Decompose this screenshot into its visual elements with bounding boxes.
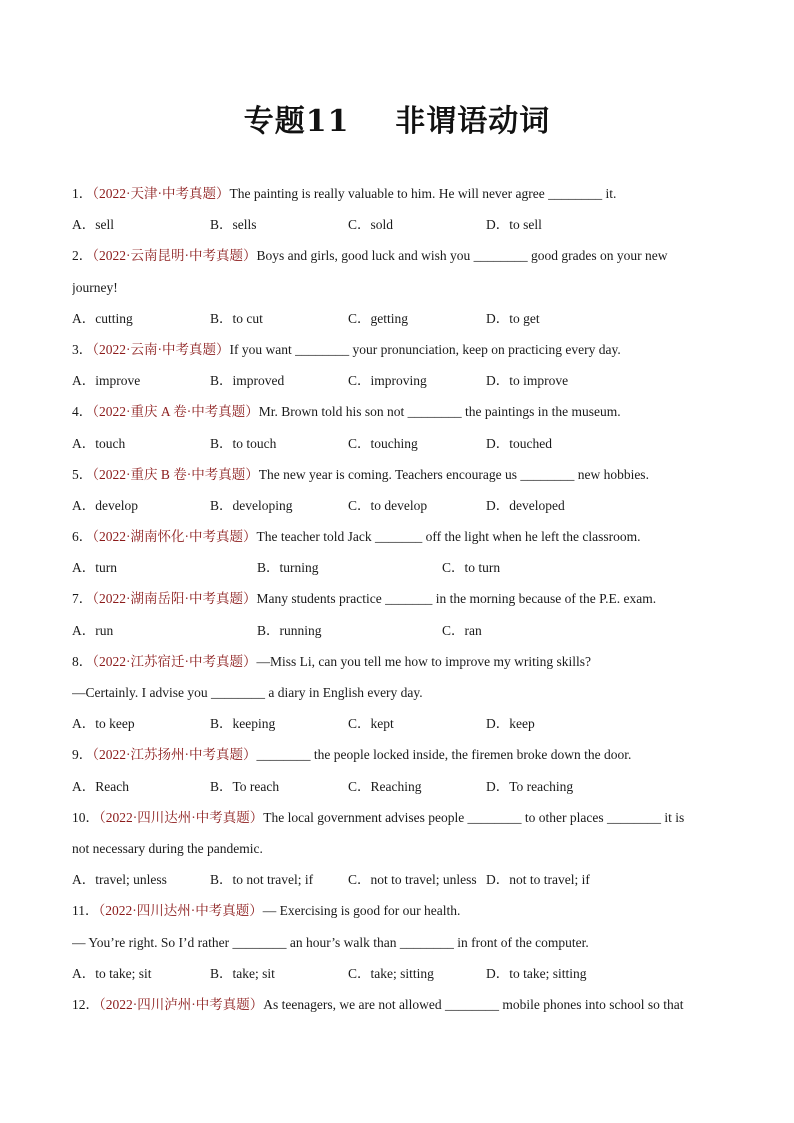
options-6 [72, 552, 712, 583]
option-c: C．improving [348, 373, 427, 389]
question-text: — Exercising is good for our health. [262, 903, 461, 919]
question-number: 8． [72, 653, 93, 669]
options-7 [72, 615, 712, 646]
question-3 [72, 334, 712, 365]
question-number: 3． [72, 341, 93, 357]
question-12 [72, 989, 712, 1020]
options-1 [72, 209, 712, 240]
option-c: C．take; sitting [348, 965, 434, 981]
option-c: C．getting [348, 310, 408, 326]
question-1 [72, 178, 712, 209]
question-source: （2022·四川泸州·中考真题） [99, 996, 264, 1012]
option-d: D．not to travel; if [486, 872, 590, 888]
question-source: （2022·四川达州·中考真题） [99, 809, 264, 825]
question-text: not necessary during the pandemic. [72, 840, 263, 856]
option-c: C．touching [348, 435, 418, 451]
option-c: C．Reaching [348, 778, 422, 794]
question-source: （2022·重庆 A 卷·中考真题） [92, 404, 259, 420]
option-b: B．turning [257, 560, 319, 576]
option-d: D．To reaching [486, 778, 574, 794]
options-8 [72, 708, 712, 739]
question-8 [72, 646, 712, 677]
question-text: The painting is really valuable to him. He will never agree ________ it. [229, 186, 617, 201]
question-text: —Certainly. I advise you ________ a diary in English every day. [72, 685, 423, 700]
option-a: A．travel; unless [72, 872, 167, 888]
question-text: The local government advises people ________ to other places ________ it is [263, 809, 685, 825]
option-d: D．to sell [486, 217, 542, 233]
option-b: B．running [257, 622, 322, 638]
question-10-continued [72, 833, 712, 864]
question-10 [72, 802, 712, 833]
question-number: 9． [72, 747, 93, 763]
question-source: （2022·天津·中考真题） [92, 186, 230, 201]
question-5 [72, 459, 712, 490]
question-text: journey! [72, 279, 118, 295]
option-a: A．touch [72, 435, 126, 451]
option-b: B．to cut [210, 310, 263, 326]
options-2 [72, 303, 712, 334]
question-source: （2022·四川达州·中考真题） [98, 903, 263, 919]
options-5 [72, 490, 712, 521]
option-c: C．to develop [348, 497, 428, 513]
option-d: D．developed [486, 497, 565, 513]
question-text: The teacher told Jack _______ off the light when he left the classroom. [256, 529, 641, 545]
question-number: 11． [72, 903, 99, 919]
option-b: B．keeping [210, 716, 276, 732]
question-9 [72, 739, 712, 770]
question-2-continued [72, 272, 712, 303]
question-2 [72, 240, 712, 271]
option-c: C．sold [348, 217, 394, 233]
option-a: A．to keep [72, 716, 135, 732]
question-text: Mr. Brown told his son not ________ the paintings in the museum. [258, 404, 621, 420]
question-number: 2． [72, 248, 93, 264]
options-11 [72, 958, 712, 989]
question-number: 4． [72, 404, 93, 420]
option-a: A．improve [72, 373, 141, 389]
option-a: A．cutting [72, 310, 133, 326]
question-text: Many students practice _______ in the morning because of the P.E. exam. [256, 591, 657, 607]
option-d: D．to take; sitting [486, 965, 587, 981]
question-source: （2022·江苏扬州·中考真题） [92, 747, 257, 763]
option-d: D．to get [486, 310, 540, 326]
option-b: B．To reach [210, 778, 280, 794]
question-11 [72, 895, 712, 926]
question-text: Boys and girls, good luck and wish you ________ good grades on your new [256, 248, 668, 264]
question-number: 7． [72, 591, 93, 607]
option-d: D．keep [486, 716, 535, 732]
question-list [72, 178, 712, 1020]
question-number: 6． [72, 529, 93, 545]
question-number: 5． [72, 466, 93, 482]
question-source: （2022·重庆 B 卷·中考真题） [92, 466, 259, 482]
question-6 [72, 521, 712, 552]
options-10 [72, 864, 712, 895]
option-a: A．turn [72, 560, 117, 576]
option-c: C．to turn [442, 560, 501, 576]
question-number: 12． [72, 996, 99, 1012]
question-8-continued [72, 677, 712, 708]
question-source: （2022·湖南怀化·中考真题） [92, 529, 257, 545]
question-source: （2022·云南·中考真题） [92, 341, 230, 357]
question-text: —Miss Li, can you tell me how to improve my writing skills? [256, 653, 591, 669]
option-a: A．to take; sit [72, 965, 152, 981]
option-a: A．run [72, 622, 114, 638]
question-number: 1． [72, 186, 93, 201]
question-text: As teenagers, we are not allowed ________ mobile phones into school so that [263, 996, 684, 1012]
question-text: If you want ________ your pronunciation, keep on practicing every day. [229, 341, 621, 357]
option-b: B．improved [210, 373, 285, 389]
question-11-continued [72, 927, 712, 958]
option-c: C．ran [442, 622, 482, 638]
option-b: B．developing [210, 497, 293, 513]
question-4 [72, 396, 712, 427]
option-a: A．Reach [72, 778, 129, 794]
question-source: （2022·云南昆明·中考真题） [92, 248, 257, 264]
question-number: 10． [72, 809, 99, 825]
question-text: — You’re right. So I’d rather ________ an hour’s walk than ________ in front of the computer. [72, 934, 589, 950]
question-source: （2022·湖南岳阳·中考真题） [92, 591, 257, 607]
option-b: B．take; sit [210, 965, 275, 981]
option-a: A．develop [72, 497, 138, 513]
options-9 [72, 771, 712, 802]
option-a: A．sell [72, 217, 114, 233]
option-b: B．to not travel; if [210, 872, 314, 888]
question-source: （2022·江苏宿迁·中考真题） [92, 653, 257, 669]
option-c: C．kept [348, 716, 394, 732]
question-text: ________ the people locked inside, the firemen broke down the door. [256, 747, 632, 763]
option-c: C．not to travel; unless [348, 872, 477, 888]
options-3 [72, 365, 712, 396]
page-title: 专题11 非谓语动词 [243, 104, 551, 139]
question-text: The new year is coming. Teachers encourage us ________ new hobbies. [258, 466, 649, 482]
option-b: B．sells [210, 217, 257, 233]
question-7 [72, 583, 712, 614]
option-d: D．touched [486, 435, 552, 451]
options-4 [72, 428, 712, 459]
option-b: B．to touch [210, 435, 277, 451]
option-d: D．to improve [486, 373, 569, 389]
